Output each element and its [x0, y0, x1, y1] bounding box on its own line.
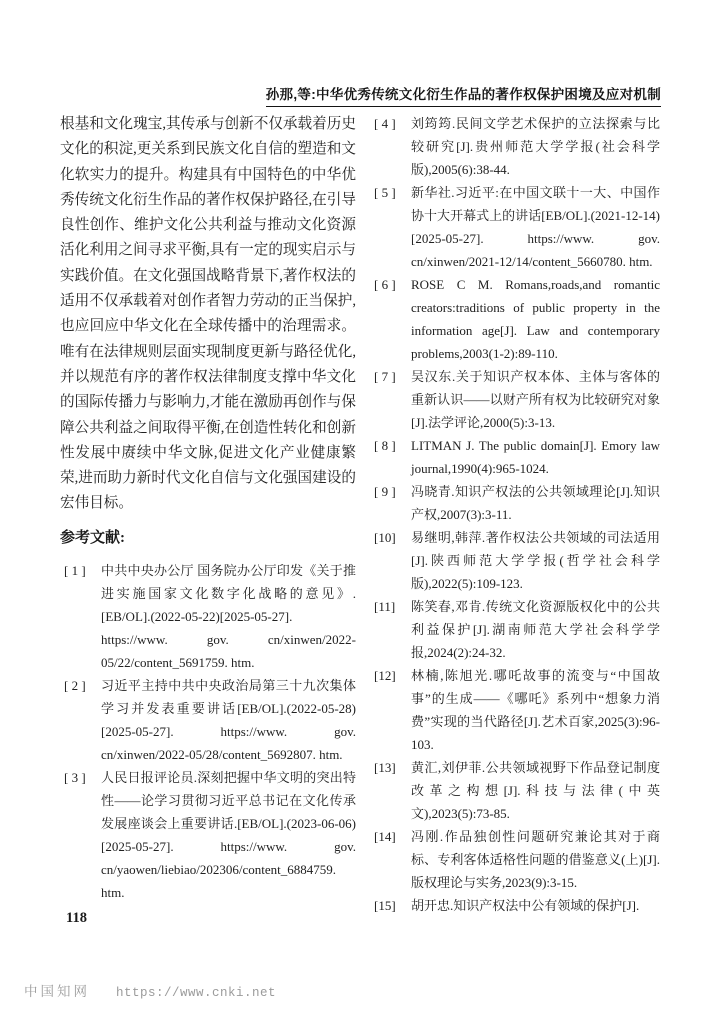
reference-text: 新华社.习近平:在中国文联十一大、中国作协十大开幕式上的讲话[EB/OL].(2021-12-14)[2025-05-27]. https://www. gov. cn/xinwen/2021-12/14/content_5660780. htm.: [411, 185, 660, 269]
reference-text: 人民日报评论员.深刻把握中华文明的突出特性——论学习贯彻习近平总书记在文化传承发展座谈会上重要讲话.[EB/OL].(2023-06-06)[2025-05-27]. https://www. gov. cn/yaowen/liebiao/202306/content_6884759. htm.: [101, 769, 356, 900]
left-column: [60, 112, 356, 904]
reference-number: [ 2 ]: [64, 677, 86, 693]
reference-number: [10]: [374, 530, 396, 545]
reference-item-2: [60, 674, 356, 766]
reference-number: [13]: [374, 760, 396, 775]
reference-text: 冯刚.作品独创性问题研究兼论其对于商标、专利客体适格性问题的借鉴意义(上)[J].版权理论与实务,2023(9):3-15.: [411, 829, 660, 890]
reference-number: [ 4 ]: [374, 116, 396, 131]
reference-text: 陈笑春,邓肯.传统文化资源版权化中的公共利益保护[J].湖南师范大学社会科学学报,2024(2):24-32.: [411, 599, 660, 660]
reference-number: [ 3 ]: [64, 769, 86, 785]
reference-text: 中共中央办公厅 国务院办公厅印发《关于推进实施国家文化数字化战略的意见》.[EB/OL].(2022-05-22)[2025-05-27]. https://www. gov. cn/xinwen/2022-05/22/content_5691759. htm.: [101, 562, 356, 670]
cnki-watermark: [24, 980, 276, 1001]
reference-item-4: [370, 112, 660, 181]
cnki-site-name: 中国知网: [24, 984, 90, 999]
reference-item-6: [370, 273, 660, 365]
reference-item-11: [370, 595, 660, 664]
reference-text: 冯晓青.知识产权法的公共领域理论[J].知识产权,2007(3):3-11.: [411, 484, 660, 522]
reference-list-right: [370, 112, 660, 917]
reference-item-14: [370, 825, 660, 894]
reference-text: 刘筠筠.民间文学艺术保护的立法探索与比较研究[J].贵州师范大学学报(社会科学版),2005(6):38-44.: [411, 116, 660, 177]
reference-item-15: [370, 894, 660, 917]
reference-text: 易继明,韩萍.著作权法公共领域的司法适用[J].陕西师范大学学报(哲学社会科学版),2022(5):109-123.: [411, 530, 660, 591]
reference-item-3: [60, 766, 356, 904]
reference-text: 黄汇,刘伊菲.公共领域视野下作品登记制度改革之构想[J].科技与法律(中英文),2023(5):73-85.: [411, 760, 660, 821]
reference-number: [12]: [374, 668, 396, 683]
reference-number: [ 1 ]: [64, 562, 86, 578]
reference-number: [ 7 ]: [374, 369, 396, 384]
reference-text: LITMAN J. The public domain[J]. Emory law journal,1990(4):965-1024.: [411, 438, 660, 476]
reference-number: [15]: [374, 898, 396, 913]
body-paragraph: 根基和文化瑰宝,其传承与创新不仅承载着历史文化的积淀,更关系到民族文化自信的塑造和文化软实力的提升。构建具有中国特色的中华优秀传统文化衍生作品的著作权保护路径,在引导良性创作、维护文化公共利益与推动文化资源活化利用之间寻求平衡,具有一定的现实启示与实践价值。在文化强国战略背景下,著作权法的适用不仅承载着对创作者智力劳动的正当保护,也应回应中华文化在全球传播中的治理需求。唯有在法律规则层面实现制度更新与路径优化,并以规范有序的著作权法律制度支撑中华文化的国际传播力与影响力,才能在激励再创作与保障公共利益之间取得平衡,在创造性转化和创新性发展中赓续中华文脉,促进文化产业健康繁荣,进而助力新时代文化自信与文化强国建设的宏伟目标。: [60, 116, 356, 512]
references-heading: 参考文献:: [60, 529, 125, 546]
reference-text: ROSE C M. Romans,roads,and romantic creators:traditions of public property in the information age[J]. Law and contemporary problems,2003(1-2):89-110.: [411, 277, 660, 361]
reference-item-1: [60, 559, 356, 674]
reference-text: 胡开忠.知识产权法中公有领域的保护[J].: [411, 898, 640, 913]
reference-item-9: [370, 480, 660, 526]
reference-item-7: [370, 365, 660, 434]
reference-item-10: [370, 526, 660, 595]
reference-item-12: [370, 664, 660, 756]
reference-item-8: [370, 434, 660, 480]
running-head: [266, 83, 661, 107]
reference-text: 习近平主持中共中央政治局第三十九次集体学习并发表重要讲话[EB/OL].(2022-05-28)[2025-05-27]. https://www. gov. cn/xinwen/2022-05/28/content_5692807. htm.: [101, 677, 356, 762]
reference-text: 吴汉东.关于知识产权本体、主体与客体的重新认识——以财产所有权为比较研究对象[J].法学评论,2000(5):3-13.: [411, 369, 660, 430]
reference-number: [14]: [374, 829, 396, 844]
reference-number: [ 6 ]: [374, 277, 396, 292]
reference-item-13: [370, 756, 660, 825]
reference-number: [ 8 ]: [374, 438, 396, 453]
right-column: [370, 112, 660, 917]
page-number: 118: [66, 910, 87, 926]
reference-text: 林楠,陈旭光.哪吒故事的流变与“中国故事”的生成——《哪吒》系列中“想象力消费”实现的当代路径[J].艺术百家,2025(3):96-103.: [411, 668, 660, 752]
reference-list-left: [60, 559, 356, 904]
cnki-url: https://www.cnki.net: [116, 986, 277, 1000]
reference-number: [ 9 ]: [374, 484, 396, 499]
reference-item-5: [370, 181, 660, 273]
running-head-title: 孙那,等:中华优秀传统文化衍生作品的著作权保护困境及应对机制: [265, 87, 661, 102]
reference-number: [11]: [374, 599, 396, 614]
reference-number: [ 5 ]: [374, 185, 396, 200]
